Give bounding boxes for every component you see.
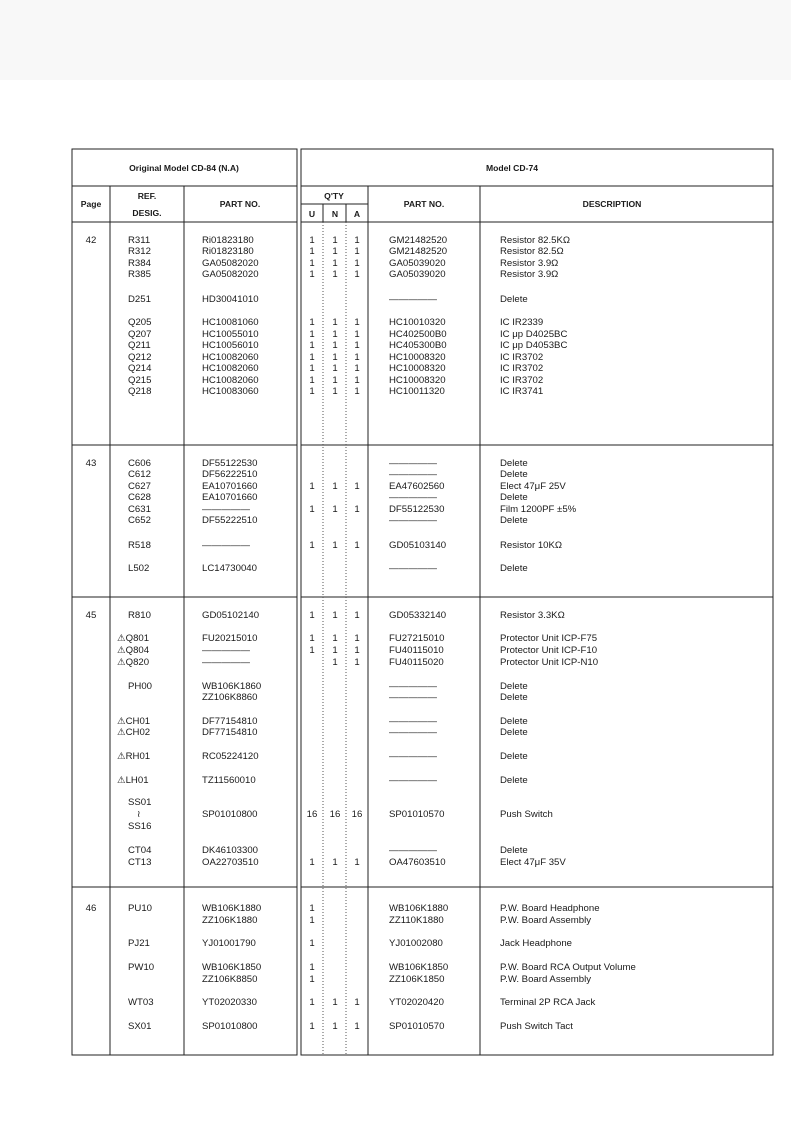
table-row — [128, 563, 528, 574]
cell-desc: Jack Headphone — [500, 938, 573, 949]
cell-part: DF56222510 — [202, 469, 258, 480]
cell-new-part: GM21482520 — [389, 246, 448, 257]
cell-desc: Resistor 3.9Ω — [500, 258, 559, 269]
cell-u: 1 — [309, 317, 315, 328]
cell-u: 1 — [309, 633, 315, 644]
col-qty: Q'TY — [324, 191, 344, 201]
cell-part: ZZ106K8850 — [202, 974, 258, 985]
cell-page: 42 — [85, 235, 97, 246]
cell-new-part: GM21482520 — [389, 235, 448, 246]
cell-n: 1 — [332, 657, 338, 668]
cell-part: HC10081060 — [202, 317, 259, 328]
col-n: N — [331, 209, 339, 219]
cell-part: LC14730040 — [202, 563, 257, 574]
table-row — [202, 915, 591, 926]
cell-page: 45 — [85, 610, 97, 621]
table-row — [128, 481, 566, 492]
cell-part: RC05224120 — [202, 751, 259, 762]
cell-part: ZZ106K1880 — [202, 915, 258, 926]
cell-a: 1 — [354, 340, 360, 351]
table-row — [128, 352, 543, 363]
table-row — [128, 797, 151, 808]
cell-ref: PW10 — [128, 962, 155, 973]
cell-ref: C631 — [128, 504, 151, 515]
cell-new-part: GA05039020 — [389, 269, 446, 280]
cell-part: ————— — [202, 540, 250, 551]
cell-u: 1 — [309, 246, 315, 257]
cell-new-part: ————— — [389, 727, 437, 738]
table-header — [81, 163, 642, 219]
cell-desc: Resistor 82.5Ω — [500, 246, 564, 257]
cell-ref: ⚠LH01 — [117, 775, 149, 786]
cell-ref: R385 — [128, 269, 151, 280]
table-body — [86, 235, 636, 1032]
cell-desc: Delete — [500, 692, 528, 703]
cell-new-part: SP01010570 — [389, 809, 445, 820]
cell-ref: R810 — [128, 610, 151, 621]
cell-n: 1 — [332, 235, 338, 246]
cell-ref: ⚠RH01 — [117, 751, 151, 762]
cell-a: 1 — [354, 997, 360, 1008]
cell-desc: Delete — [500, 294, 528, 305]
cell-new-part: ————— — [389, 681, 437, 692]
col-page: Page — [80, 199, 102, 209]
cell-new-part: WB106K1850 — [389, 962, 449, 973]
cell-part: HC10082060 — [202, 375, 259, 386]
cell-a: 1 — [354, 246, 360, 257]
cell-u: 1 — [309, 1021, 315, 1032]
table-row — [128, 540, 562, 551]
cell-a: 1 — [354, 363, 360, 374]
cell-part: SP01010800 — [202, 1021, 258, 1032]
cell-new-part: SP01010570 — [389, 1021, 445, 1032]
table-row — [137, 809, 553, 820]
cell-u: 1 — [309, 235, 315, 246]
cell-n: 1 — [332, 317, 338, 328]
cell-n: 1 — [332, 340, 338, 351]
cell-part: YJ01001790 — [202, 938, 256, 949]
cell-u: 1 — [309, 974, 315, 985]
cell-new-part: ZZ106K1850 — [389, 974, 445, 985]
cell-page: 43 — [85, 458, 97, 469]
cell-n: 1 — [332, 481, 338, 492]
cell-u: 1 — [309, 645, 315, 656]
cell-part: ————— — [202, 645, 250, 656]
cell-new-part: FU27215010 — [389, 633, 445, 644]
cell-desc: Delete — [500, 775, 528, 786]
cell-u: 1 — [309, 610, 315, 621]
cell-a: 16 — [351, 809, 363, 820]
cell-n: 1 — [332, 329, 338, 340]
cell-desc: Delete — [500, 563, 528, 574]
cell-part: EA10701660 — [202, 492, 258, 503]
table-row — [128, 515, 528, 526]
cell-new-part: HC405300B0 — [389, 340, 447, 351]
cell-n: 1 — [332, 352, 338, 363]
cell-ref: C606 — [128, 458, 151, 469]
cell-part: FU20215010 — [202, 633, 258, 644]
cell-ref: SS01 — [128, 797, 152, 808]
cell-u: 1 — [309, 504, 315, 515]
cell-desc: Protector Unit ICP-F75 — [500, 633, 598, 644]
cell-u: 1 — [309, 481, 315, 492]
table-row — [128, 375, 543, 386]
cell-new-part: EA47602560 — [389, 481, 445, 492]
cell-new-part: FU40115010 — [389, 645, 444, 656]
cell-desc: Film 1200PF ±5% — [500, 504, 577, 515]
cell-part: HC10083060 — [202, 386, 259, 397]
cell-part: HC10055010 — [202, 329, 259, 340]
cell-ref: Q215 — [128, 375, 152, 386]
cell-ref: Q211 — [128, 340, 151, 351]
cell-ref: ⚠Q801 — [117, 633, 150, 644]
table-row — [86, 458, 528, 469]
cell-new-part: ————— — [389, 563, 437, 574]
cell-part: GA05082020 — [202, 258, 259, 269]
cell-new-part: ————— — [389, 845, 437, 856]
cell-ref: Q205 — [128, 317, 152, 328]
cell-desc: Elect 47μF 35V — [500, 857, 566, 868]
cell-ref: Q218 — [128, 386, 152, 397]
cell-new-part: ————— — [389, 469, 437, 480]
cell-desc: Delete — [500, 469, 528, 480]
cell-ref: C652 — [128, 515, 151, 526]
cell-part: HC10082060 — [202, 352, 259, 363]
cell-part: YT02020330 — [202, 997, 257, 1008]
cell-ref: CT13 — [128, 857, 152, 868]
cell-ref: CT04 — [128, 845, 152, 856]
cell-desc: P.W. Board RCA Output Volume — [500, 962, 636, 973]
cell-n: 1 — [332, 997, 338, 1008]
cell-part: SP01010800 — [202, 809, 258, 820]
cell-part: WB106K1850 — [202, 962, 262, 973]
cell-part: EA10701660 — [202, 481, 258, 492]
cell-desc: IC IR3702 — [500, 363, 544, 374]
cell-desc: Delete — [500, 751, 528, 762]
cell-ref: ⚠Q820 — [117, 657, 150, 668]
cell-a: 1 — [354, 375, 360, 386]
cell-new-part: ————— — [389, 716, 437, 727]
cell-page: 46 — [85, 903, 97, 914]
cell-new-part: ————— — [389, 294, 437, 305]
cell-u: 1 — [309, 938, 315, 949]
cell-new-part: HC10008320 — [389, 352, 446, 363]
cell-new-part: GD05103140 — [389, 540, 447, 551]
cell-desc: P.W. Board Headphone — [500, 903, 600, 914]
cell-new-part: ZZ110K1880 — [389, 915, 444, 926]
cell-part: DF77154810 — [202, 727, 258, 738]
cell-n: 1 — [332, 386, 338, 397]
cell-desc: Delete — [500, 681, 528, 692]
cell-u: 1 — [309, 386, 315, 397]
cell-ref: C612 — [128, 469, 151, 480]
cell-desc: Push Switch — [500, 809, 553, 820]
cell-ref: R312 — [128, 246, 151, 257]
cell-part: OA22703510 — [202, 857, 259, 868]
table-row — [128, 269, 558, 280]
left-title: Original Model CD-84 (N.A) — [129, 163, 239, 173]
cell-ref: SS16 — [128, 821, 152, 832]
cell-u: 1 — [309, 540, 315, 551]
cell-new-part: ————— — [389, 492, 437, 503]
cell-n: 1 — [332, 246, 338, 257]
cell-n: 1 — [332, 857, 338, 868]
cell-a: 1 — [354, 269, 360, 280]
cell-a: 1 — [354, 657, 360, 668]
cell-desc: Delete — [500, 515, 528, 526]
scan-noise — [0, 0, 791, 80]
cell-part: DF77154810 — [202, 716, 258, 727]
cell-a: 1 — [354, 386, 360, 397]
cell-new-part: ————— — [389, 692, 437, 703]
cell-desc: Protector Unit ICP-N10 — [500, 657, 599, 668]
cell-n: 1 — [332, 258, 338, 269]
cell-ref: Q214 — [128, 363, 152, 374]
col-part-no: PART NO. — [219, 199, 261, 209]
cell-u: 1 — [309, 903, 315, 914]
cell-desc: P.W. Board Assembly — [500, 915, 592, 926]
cell-ref: PH00 — [128, 681, 152, 692]
table-row — [86, 903, 600, 914]
cell-n: 1 — [332, 504, 338, 515]
col-ref-2: DESIG. — [132, 208, 162, 218]
cell-part: TZ11560010 — [202, 775, 256, 786]
cell-desc: IC μp D4025BC — [500, 329, 568, 340]
table-row — [202, 692, 528, 703]
cell-new-part: DF55122530 — [389, 504, 445, 515]
right-title: Model CD-74 — [485, 163, 539, 173]
table-row — [86, 235, 570, 246]
table-row — [128, 845, 528, 856]
table-row — [117, 727, 528, 738]
table-row — [202, 974, 591, 985]
cell-ref: SX01 — [128, 1021, 152, 1032]
cell-ref: WT03 — [128, 997, 154, 1008]
cell-new-part: HC10008320 — [389, 363, 446, 374]
table-row — [128, 997, 595, 1008]
cell-n: 16 — [329, 809, 341, 820]
cell-new-part: YT02020420 — [389, 997, 444, 1008]
cell-part: WB106K1860 — [202, 681, 262, 692]
cell-a: 1 — [354, 610, 360, 621]
cell-new-part: ————— — [389, 751, 437, 762]
col-u: U — [308, 209, 316, 219]
cell-part: HD30041010 — [202, 294, 259, 305]
table-row — [117, 716, 528, 727]
cell-a: 1 — [354, 540, 360, 551]
col-description: DESCRIPTION — [582, 199, 642, 209]
cell-part: DF55222510 — [202, 515, 258, 526]
cell-a: 1 — [354, 317, 360, 328]
cell-desc: Delete — [500, 727, 528, 738]
cell-u: 1 — [309, 363, 315, 374]
table-row — [128, 317, 543, 328]
cell-desc: Protector Unit ICP-F10 — [500, 645, 598, 656]
cell-ref: R311 — [128, 235, 151, 246]
cell-ref: D251 — [128, 294, 151, 305]
table-row — [86, 610, 565, 621]
cell-a: 1 — [354, 857, 360, 868]
cell-u: 1 — [309, 258, 315, 269]
cell-part: WB106K1880 — [202, 903, 262, 914]
cell-n: 1 — [332, 375, 338, 386]
cell-desc: Terminal 2P RCA Jack — [500, 997, 596, 1008]
cell-new-part: HC10011320 — [389, 386, 445, 397]
cell-desc: IC IR3741 — [500, 386, 544, 397]
cell-desc: Elect 47μF 25V — [500, 481, 566, 492]
table-row — [128, 469, 528, 480]
cell-desc: Push Switch Tact — [500, 1021, 573, 1032]
cell-new-part: YJ01002080 — [389, 938, 443, 949]
cell-desc: IC IR3702 — [500, 375, 544, 386]
cell-part: DF55122530 — [202, 458, 258, 469]
cell-new-part: FU40115020 — [389, 657, 444, 668]
cell-new-part: GD05332140 — [389, 610, 447, 621]
table-row — [117, 775, 528, 786]
cell-ref: Q207 — [128, 329, 152, 340]
cell-desc: Delete — [500, 716, 528, 727]
cell-u: 1 — [309, 375, 315, 386]
cell-ref: PJ21 — [128, 938, 150, 949]
cell-part: DK46103300 — [202, 845, 259, 856]
cell-desc: P.W. Board Assembly — [500, 974, 592, 985]
col-a: A — [353, 209, 361, 219]
cell-part: HC10082060 — [202, 363, 259, 374]
cell-new-part: GA05039020 — [389, 258, 446, 269]
cell-desc: Delete — [500, 492, 528, 503]
table-row — [128, 1021, 573, 1032]
cell-ref: L502 — [128, 563, 150, 574]
cell-desc: Delete — [500, 458, 528, 469]
table-row — [117, 633, 597, 644]
cell-a: 1 — [354, 645, 360, 656]
cell-desc: Resistor 10KΩ — [500, 540, 563, 551]
cell-desc: Resistor 3.3KΩ — [500, 610, 565, 621]
cell-u: 16 — [306, 809, 318, 820]
table-row — [117, 751, 528, 762]
cell-desc: Resistor 82.5KΩ — [500, 235, 571, 246]
cell-new-part: HC402500B0 — [389, 329, 447, 340]
cell-new-part: ————— — [389, 775, 437, 786]
table-row — [117, 645, 597, 656]
cell-desc: Delete — [500, 845, 528, 856]
cell-ref: R384 — [128, 258, 151, 269]
table-row — [128, 492, 528, 503]
table-row — [128, 329, 567, 340]
table-row — [128, 258, 558, 269]
cell-a: 1 — [354, 481, 360, 492]
cell-u: 1 — [309, 340, 315, 351]
cell-new-part: HC10010320 — [389, 317, 446, 328]
cell-a: 1 — [354, 235, 360, 246]
cell-part: ————— — [202, 657, 250, 668]
cell-a: 1 — [354, 352, 360, 363]
cell-u: 1 — [309, 915, 315, 926]
cell-new-part: ————— — [389, 515, 437, 526]
cell-new-part: WB106K1880 — [389, 903, 449, 914]
cell-desc: IC μp D4053BC — [500, 340, 568, 351]
cell-n: 1 — [332, 540, 338, 551]
cell-part: ————— — [202, 504, 250, 515]
cell-new-part: OA47603510 — [389, 857, 446, 868]
cell-ref: ≀ — [137, 809, 141, 820]
table-row — [128, 363, 543, 374]
cell-u: 1 — [309, 962, 315, 973]
cell-ref: Q212 — [128, 352, 152, 363]
cell-part: ZZ106K8860 — [202, 692, 258, 703]
col-ref-1: REF. — [137, 191, 157, 201]
table-row — [117, 657, 598, 668]
cell-u: 1 — [309, 857, 315, 868]
cell-u: 1 — [309, 329, 315, 340]
cell-ref: ⚠Q804 — [117, 645, 150, 656]
table-row — [128, 962, 636, 973]
cell-part: GA05082020 — [202, 269, 259, 280]
cell-part: Ri01823180 — [202, 246, 254, 257]
col-new-part-no: PART NO. — [403, 199, 445, 209]
cell-n: 1 — [332, 645, 338, 656]
table-row — [128, 681, 528, 692]
cell-a: 1 — [354, 504, 360, 515]
cell-a: 1 — [354, 633, 360, 644]
cell-ref: ⚠CH01 — [117, 716, 151, 727]
cell-ref: ⚠CH02 — [117, 727, 151, 738]
cell-u: 1 — [309, 352, 315, 363]
cell-new-part: HC10008320 — [389, 375, 446, 386]
cell-part: HC10056010 — [202, 340, 259, 351]
cell-desc: IC IR3702 — [500, 352, 544, 363]
cell-u: 1 — [309, 269, 315, 280]
cell-a: 1 — [354, 329, 360, 340]
cell-desc: IC IR2339 — [500, 317, 544, 328]
cell-n: 1 — [332, 363, 338, 374]
table-row — [128, 938, 572, 949]
cell-n: 1 — [332, 269, 338, 280]
cell-n: 1 — [332, 1021, 338, 1032]
cell-ref: C628 — [128, 492, 151, 503]
cell-u: 1 — [309, 997, 315, 1008]
cell-ref: C627 — [128, 481, 151, 492]
table-row — [128, 504, 577, 515]
cell-a: 1 — [354, 258, 360, 269]
cell-ref: R518 — [128, 540, 151, 551]
cell-part: GD05102140 — [202, 610, 260, 621]
cell-desc: Resistor 3.9Ω — [500, 269, 559, 280]
table-row — [128, 386, 543, 397]
cell-n: 1 — [332, 633, 338, 644]
table-row — [128, 340, 567, 351]
cell-part: Ri01823180 — [202, 235, 254, 246]
cell-new-part: ————— — [389, 458, 437, 469]
cell-a: 1 — [354, 1021, 360, 1032]
cell-n: 1 — [332, 610, 338, 621]
cell-ref: PU10 — [128, 903, 152, 914]
table-row — [128, 857, 566, 868]
table-row — [128, 821, 151, 832]
table-row — [128, 294, 528, 305]
